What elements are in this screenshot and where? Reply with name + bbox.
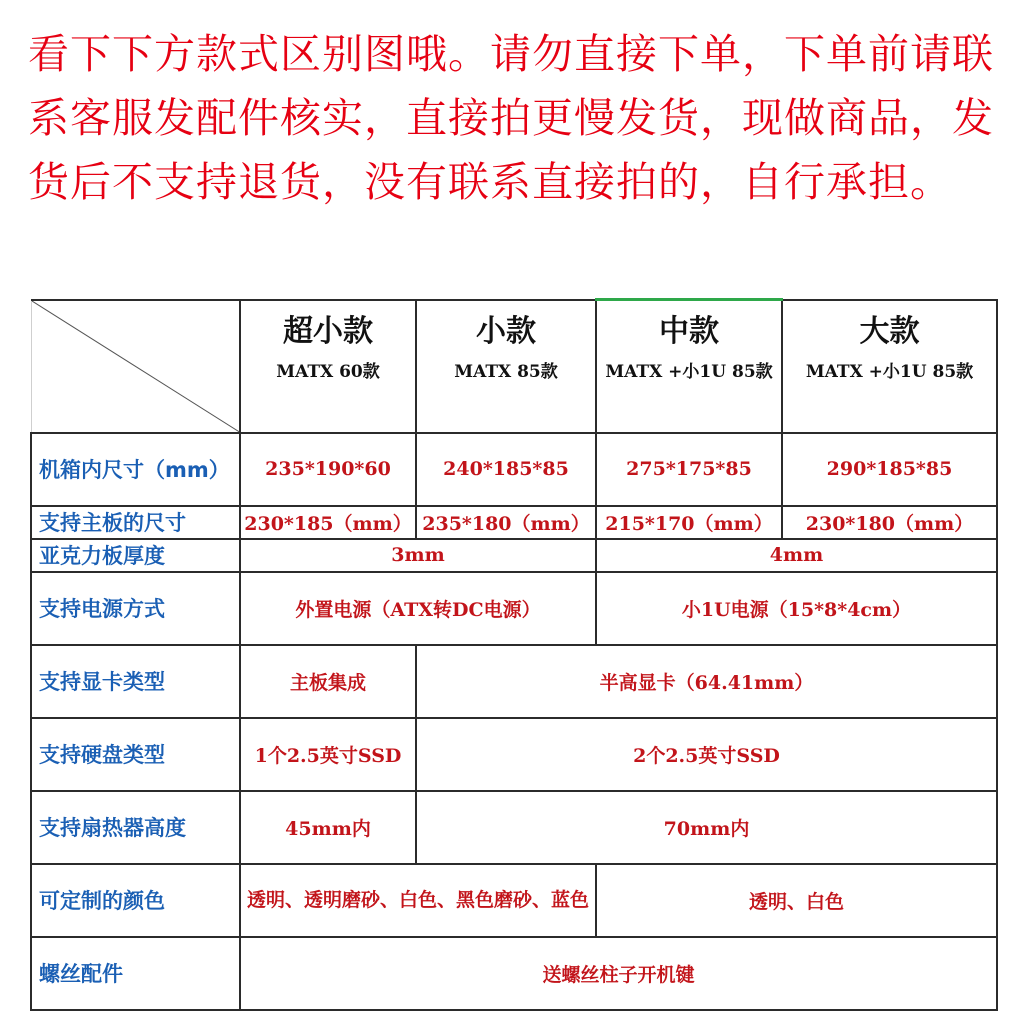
value-cell: 透明、透明磨砂、白色、黑色磨砂、蓝色	[240, 864, 596, 937]
header-cell-mini	[240, 300, 416, 433]
header-cell-large	[782, 300, 997, 433]
value-cell: 45mm内	[240, 791, 416, 864]
header-cell-medium	[596, 300, 782, 433]
header-title: 小款	[476, 313, 536, 349]
notice-text: 看下下方款式区别图哦。请勿直接下单，下单前请联系客服发配件核实，直接拍更慢发货，现做商品，发货后不支持退货，没有联系直接拍的，自行承担。	[28, 30, 994, 206]
value-cell: 4mm	[596, 539, 997, 572]
diagonal-line	[32, 301, 240, 432]
row-disk	[31, 718, 997, 791]
header-title: 大款	[859, 313, 920, 349]
row-colors	[31, 864, 997, 937]
header-row	[31, 300, 997, 433]
spec-table	[30, 298, 998, 1011]
value-cell: 230*185（mm）	[240, 506, 416, 539]
row-screws	[31, 937, 997, 1010]
value-cell: 230*180（mm）	[782, 506, 997, 539]
value-cell: 外置电源（ATX转DC电源）	[240, 572, 596, 645]
row-gpu	[31, 645, 997, 718]
value-cell: 275*175*85	[596, 433, 782, 506]
header-cell-small	[416, 300, 596, 433]
row-label: 可定制的颜色	[31, 864, 240, 937]
row-label: 机箱内尺寸（mm）	[31, 433, 240, 506]
value-cell: 70mm内	[416, 791, 997, 864]
row-label: 亚克力板厚度	[31, 539, 240, 572]
row-case-size	[31, 433, 997, 506]
value-cell: 小1U电源（15*8*4cm）	[596, 572, 997, 645]
value-cell: 3mm	[240, 539, 596, 572]
value-cell: 主板集成	[240, 645, 416, 718]
value-cell: 215*170（mm）	[596, 506, 782, 539]
row-label: 螺丝配件	[31, 937, 240, 1010]
header-sub: MATX 85款	[454, 361, 558, 382]
value-cell: 送螺丝柱子开机键	[240, 937, 997, 1010]
row-board-size	[31, 506, 997, 539]
header-sub: MATX +小1U 85款	[805, 361, 974, 382]
header-title: 中款	[659, 314, 719, 349]
row-power	[31, 572, 997, 645]
value-cell: 235*190*60	[240, 433, 416, 506]
header-sub: MATX +小1U 85款	[605, 362, 773, 382]
value-cell: 1个2.5英寸SSD	[240, 718, 416, 791]
row-label: 支持显卡类型	[31, 645, 240, 718]
row-cooler	[31, 791, 997, 864]
corner-cell	[31, 300, 240, 433]
row-label: 支持电源方式	[31, 572, 240, 645]
value-cell: 透明、白色	[596, 864, 997, 937]
row-label: 支持硬盘类型	[31, 718, 240, 791]
value-cell: 半高显卡（64.41mm）	[416, 645, 997, 718]
value-cell: 235*180（mm）	[416, 506, 596, 539]
header-sub: MATX 60款	[276, 361, 380, 382]
row-acrylic	[31, 539, 997, 572]
value-cell: 240*185*85	[416, 433, 596, 506]
value-cell: 2个2.5英寸SSD	[416, 718, 997, 791]
row-label: 支持主板的尺寸	[31, 506, 240, 539]
row-label: 支持扇热器高度	[31, 791, 240, 864]
header-title: 超小款	[283, 313, 373, 349]
value-cell: 290*185*85	[782, 433, 997, 506]
